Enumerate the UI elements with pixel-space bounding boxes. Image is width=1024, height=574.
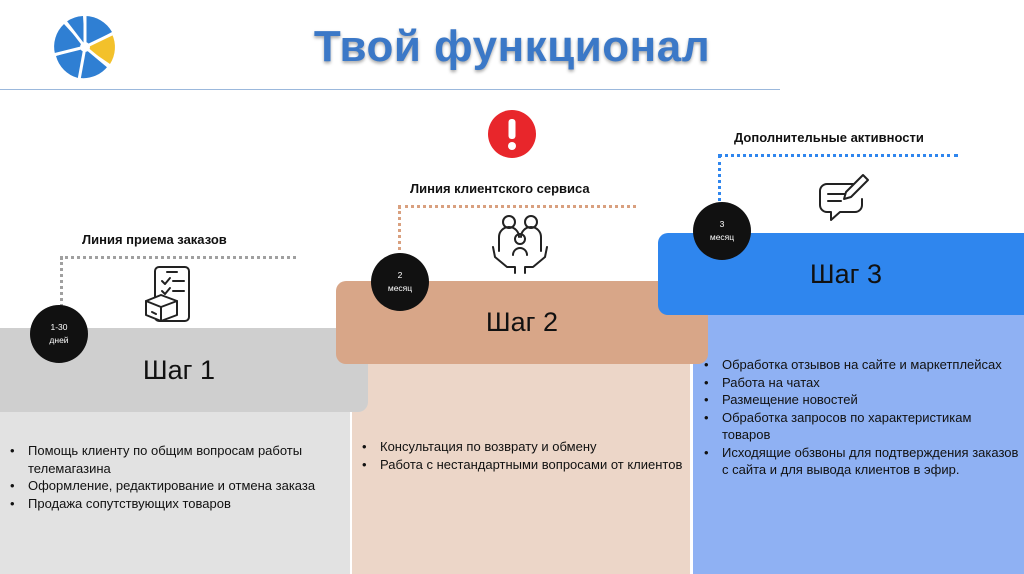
step1-connector-horizontal bbox=[60, 256, 296, 259]
title-divider bbox=[0, 89, 780, 90]
list-item: • Исходящие обзвоны для подтверждения заказов с сайта и для вывода клиентов в эфир. bbox=[700, 444, 1020, 479]
step2-duration-badge bbox=[371, 253, 429, 311]
list-item: • Обработка отзывов на сайте и маркетплейсах bbox=[700, 356, 1020, 374]
step3-label: Шаг 3 bbox=[809, 258, 883, 289]
list-item: • Консультация по возврату и обмену bbox=[358, 438, 688, 456]
list-item: • Работа с нестандартными вопросами от клиентов bbox=[358, 456, 688, 474]
step2-connector-horizontal bbox=[398, 205, 636, 208]
step1-badge-unit: дней bbox=[49, 335, 69, 345]
step1-task-list bbox=[6, 442, 336, 512]
step1-label: Шаг 1 bbox=[142, 354, 216, 385]
list-item: • Обработка запросов по характеристикам товаров bbox=[700, 409, 1020, 444]
page-title: Твой функционал bbox=[313, 22, 711, 71]
step3-badge-value: 3 bbox=[719, 219, 725, 229]
list-item: • Помощь клиенту по общим вопросам работы телемагазина bbox=[6, 442, 336, 477]
step3-task-list bbox=[700, 356, 1020, 479]
step1-duration-badge bbox=[30, 305, 88, 363]
step3-duration-badge bbox=[693, 202, 751, 260]
list-item: • Размещение новостей bbox=[700, 391, 1020, 409]
step3-line-label: Дополнительные активности bbox=[734, 130, 924, 145]
phone-delivery-icon bbox=[143, 265, 193, 323]
step2-badge-value: 2 bbox=[397, 270, 403, 280]
step2-task-list bbox=[358, 438, 688, 473]
step2-label: Шаг 2 bbox=[485, 307, 559, 337]
step2-line-label: Линия клиентского сервиса bbox=[410, 181, 590, 196]
list-item: • Оформление, редактирование и отмена заказа bbox=[6, 477, 336, 495]
step1-connector-vertical bbox=[60, 257, 63, 312]
family-care-icon bbox=[490, 213, 550, 275]
chat-edit-icon bbox=[817, 172, 871, 222]
step1-badge-value: 1-30 bbox=[50, 322, 68, 332]
list-item: • Продажа сопутствующих товаров bbox=[6, 495, 336, 513]
step2-connector-vertical bbox=[398, 206, 401, 256]
step1-line-label: Линия приема заказов bbox=[82, 232, 227, 247]
step3-connector-vertical bbox=[718, 155, 721, 207]
alert-icon bbox=[486, 108, 538, 160]
step3-badge-unit: месяц bbox=[709, 232, 735, 242]
step2-badge-unit: месяц bbox=[387, 283, 413, 293]
list-item: • Работа на чатах bbox=[700, 374, 1020, 392]
step3-connector-horizontal bbox=[718, 154, 958, 157]
